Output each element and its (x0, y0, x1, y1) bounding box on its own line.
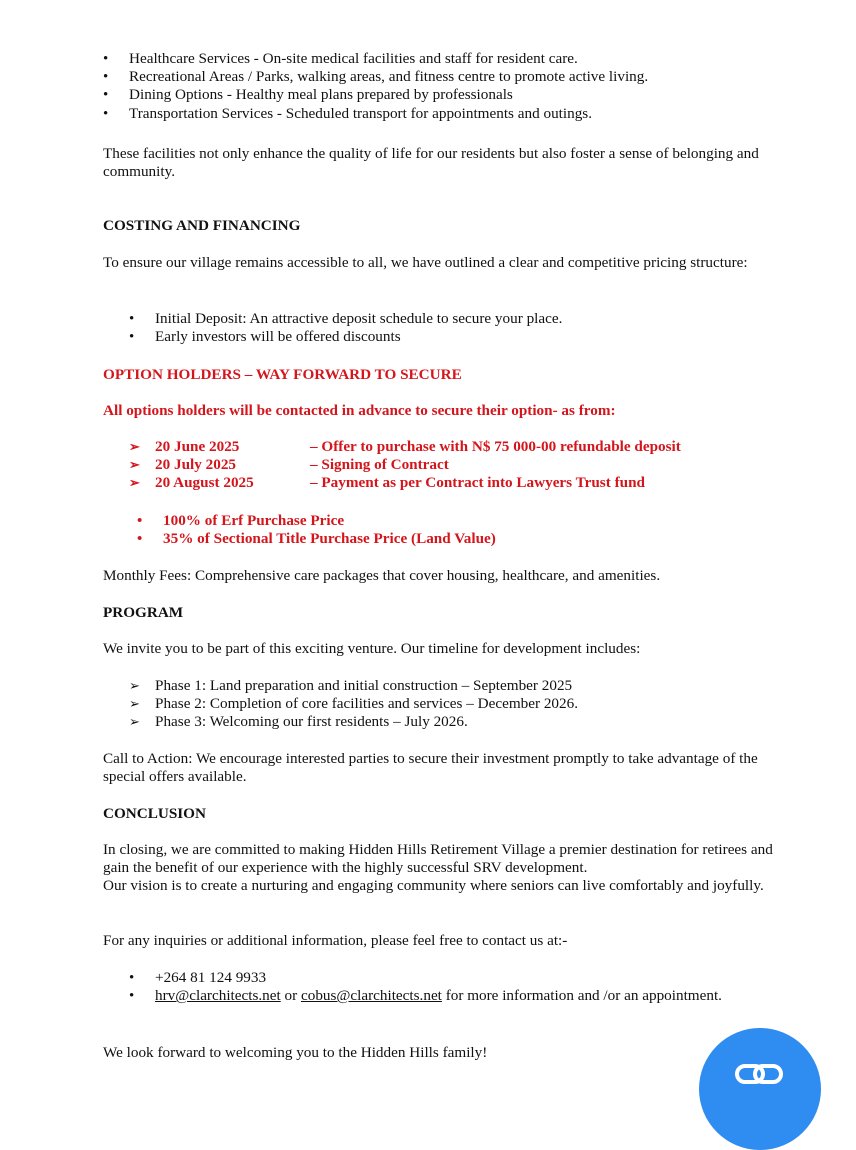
list-item: • Early investors will be offered discounts (103, 328, 783, 346)
conclusion-para2: Our vision is to create a nurturing and engaging community where seniors can live comfortably and joyfully. (103, 877, 764, 894)
option-holders-intro: All options holders will be contacted in advance to secure their option- as from: (103, 402, 616, 419)
schedule-date: 20 July 2025 (155, 456, 237, 474)
list-item: • Healthcare Services - On-site medical facilities and staff for resident care. (103, 50, 783, 68)
link-icon (733, 1060, 789, 1116)
email-link-hrv[interactable]: hrv@clarchitects.net (155, 987, 281, 1005)
list-item: • Initial Deposit: An attractive deposit schedule to secure your place. (103, 310, 783, 328)
payment-list (103, 512, 783, 548)
arrow-bullet-icon: ➢ (129, 678, 140, 693)
conclusion-heading: CONCLUSION (103, 805, 206, 822)
schedule-row (103, 438, 783, 456)
call-to-action: Call to Action: We encourage interested parties to secure their investment promptly to take advantage of the special offers available. (103, 750, 758, 786)
option-holders-heading: OPTION HOLDERS – WAY FORWARD TO SECURE (103, 366, 462, 383)
costing-list (103, 310, 783, 346)
option-schedule (103, 438, 783, 493)
closing-line: We look forward to welcoming you to the Hidden Hills family! (103, 1044, 488, 1061)
arrow-bullet-icon: ➢ (129, 457, 140, 473)
contact-emails: • hrv@clarchitects.net or cobus@clarchitects.net for more information and /or an appointment. (103, 987, 783, 1005)
list-item: ➢ Phase 2: Completion of core facilities and services – December 2026. (129, 695, 579, 713)
schedule-date: 20 August 2025 (155, 474, 254, 492)
facilities-list (103, 50, 783, 123)
program-phases (103, 677, 783, 732)
list-item: • Recreational Areas / Parks, walking areas, and fitness centre to promote active living. (103, 68, 783, 86)
list-item: • 35% of Sectional Title Purchase Price (Land Value) (103, 530, 783, 548)
schedule-date: 20 June 2025 (155, 438, 240, 455)
monthly-fees: Monthly Fees: Comprehensive care packages that cover housing, healthcare, and amenities. (103, 567, 661, 584)
arrow-bullet-icon: ➢ (129, 714, 140, 730)
email-link-cobus[interactable]: cobus@clarchitects.net (300, 987, 442, 1005)
contact-phone: • +264 81 124 9933 (103, 969, 783, 987)
contact-list (103, 969, 783, 1005)
list-item: ➢ Phase 3: Welcoming our first residents – July 2026. (129, 713, 468, 731)
list-item: • 100% of Erf Purchase Price (103, 512, 783, 530)
conclusion-para1: In closing, we are committed to making Hidden Hills Retirement Village a premier destination for retirees and gain the benefit of our experience with the highly successful SRV development. (103, 841, 773, 877)
link-fab-button[interactable] (699, 1028, 821, 1150)
schedule-text: – Offer to purchase with N$ 75 000-00 refundable deposit (310, 438, 681, 455)
facilities-summary: These facilities not only enhance the quality of life for our residents but also foster a sense of belonging and community. (103, 145, 759, 181)
arrow-bullet-icon: ➢ (129, 696, 140, 712)
contact-intro: For any inquiries or additional information, please feel free to contact us at:- (103, 932, 568, 949)
schedule-text: – Signing of Contract (310, 456, 449, 474)
schedule-text: – Payment as per Contract into Lawyers Trust fund (310, 474, 645, 492)
arrow-bullet-icon: ➢ (129, 439, 140, 454)
list-item: • Transportation Services - Scheduled transport for appointments and outings. (103, 105, 783, 123)
program-heading: PROGRAM (103, 604, 184, 621)
arrow-bullet-icon: ➢ (129, 475, 140, 491)
costing-intro: To ensure our village remains accessible to all, we have outlined a clear and competitive pricing structure: (103, 254, 748, 271)
list-item: • Dining Options - Healthy meal plans prepared by professionals (103, 86, 783, 104)
program-intro: We invite you to be part of this exciting venture. Our timeline for development includes: (103, 640, 641, 657)
list-item: ➢ Phase 1: Land preparation and initial construction – September 2025 (129, 677, 573, 694)
schedule-row (103, 474, 783, 492)
schedule-row (103, 456, 783, 474)
costing-heading: COSTING AND FINANCING (103, 217, 301, 234)
